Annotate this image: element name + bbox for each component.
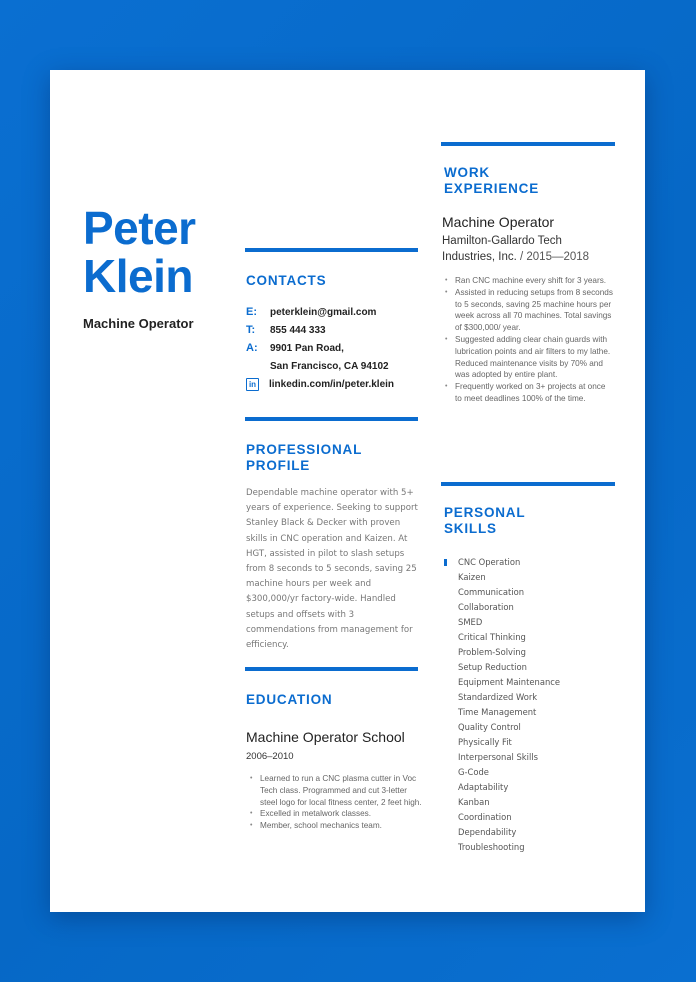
contact-linkedin [246,375,426,393]
skill-item: SMED [458,617,483,627]
list-item: • Frequently worked on 3+ projects at once to meet deadlines 100% of the time. [442,381,614,405]
list-item: • Excelled in metalwork classes. [247,808,422,820]
work-heading: WORK EXPERIENCE [444,165,540,196]
list-item: • Suggested adding clear chain guards with lubrication points and air filters to my lathe. Reduced maintenance visits by 70% and was adopted by entire plant. [442,334,614,381]
skill-item: Critical Thinking [458,632,526,642]
section-divider [245,248,418,252]
linkedin-icon: in [246,378,259,391]
list-item: • Learned to run a CNC plasma cutter in Voc Tech class. Programmed and cut 3-letter steel logo for local fitness center, 2 feet high. [247,773,422,808]
section-divider [245,667,418,671]
skill-item: Adaptability [458,782,509,792]
contact-email [246,303,426,321]
skills-heading: PERSONAL SKILLS [444,505,526,536]
skill-item: Kaizen [458,572,486,582]
job-company [442,233,612,265]
work-bullets [442,275,614,405]
skill-item: CNC Operation [458,557,521,567]
contact-address-2 [246,357,426,375]
last-name: Klein [83,250,193,302]
list-item: • Assisted in reducing setups from 8 seconds to 5 seconds, saving 25 machine hours per week across all 70 machines. Total savings of $300,000/ year. [442,287,614,334]
section-divider [441,482,615,486]
linkedin-value[interactable]: linkedin.com/in/peter.klein [269,378,395,390]
contacts-list [246,303,426,393]
skill-item: Equipment Maintenance [458,677,561,687]
skill-item: Dependability [458,827,517,837]
phone-value: 855 444 333 [270,324,326,336]
address-line2: San Francisco, CA 94102 [270,360,389,372]
phone-label: T: [246,324,256,336]
education-bullets [247,773,422,832]
skill-item: Coordination [458,812,512,822]
contact-address [246,339,426,357]
skill-marker-icon [444,559,447,566]
email-value[interactable]: peterklein@gmail.com [270,306,377,318]
profile-summary: Dependable machine operator with 5+ years of experience. Seeking to support Stanley Black & Decker with proven skills in CNC operation and Kaizen. At HGT, assisted in pilot to slash setups from 8 seconds to 5 seconds, saving 25 machine hours per week and $300,000/yr factory-wide. Handled setups and offsets with 3 commendations from management for efficiency. [246,488,418,651]
skill-item: Troubleshooting [458,842,525,852]
skill-item: Physically Fit [458,737,512,747]
email-label: E: [246,306,257,318]
resume-page [50,70,645,912]
skill-item: Communication [458,587,525,597]
address-label: A: [246,342,258,354]
job-dates: / 2015—2018 [516,251,590,263]
skill-item: Problem-Solving [458,647,526,657]
skill-item: Standardized Work [458,692,538,702]
skill-item: Kanban [458,797,490,807]
school-years: 2006–2010 [246,751,294,762]
skill-item: G-Code [458,767,489,777]
skills-list [444,555,614,855]
company-name: Hamilton-Gallardo Tech Industries, Inc. [442,235,562,263]
candidate-name [83,204,196,300]
skill-item: Collaboration [458,602,514,612]
job-title: Machine Operator [442,214,555,230]
address-line1: 9901 Pan Road, [270,342,344,354]
education-heading: EDUCATION [246,692,333,707]
section-divider [245,417,418,421]
skill-item: Interpersonal Skills [458,752,538,762]
contact-phone [246,321,426,339]
skill-item: Time Management [458,707,537,717]
skill-item: Quality Control [458,722,521,732]
school-name: Machine Operator School [246,729,405,745]
section-divider [441,142,615,146]
profile-heading: PROFESSIONAL PROFILE [246,442,363,473]
skill-item: Setup Reduction [458,662,527,672]
first-name: Peter [83,202,196,254]
contacts-heading: CONTACTS [246,273,327,288]
candidate-role: Machine Operator [83,316,194,331]
list-item: • Ran CNC machine every shift for 3 years. [442,275,614,287]
list-item: • Member, school mechanics team. [247,820,422,832]
